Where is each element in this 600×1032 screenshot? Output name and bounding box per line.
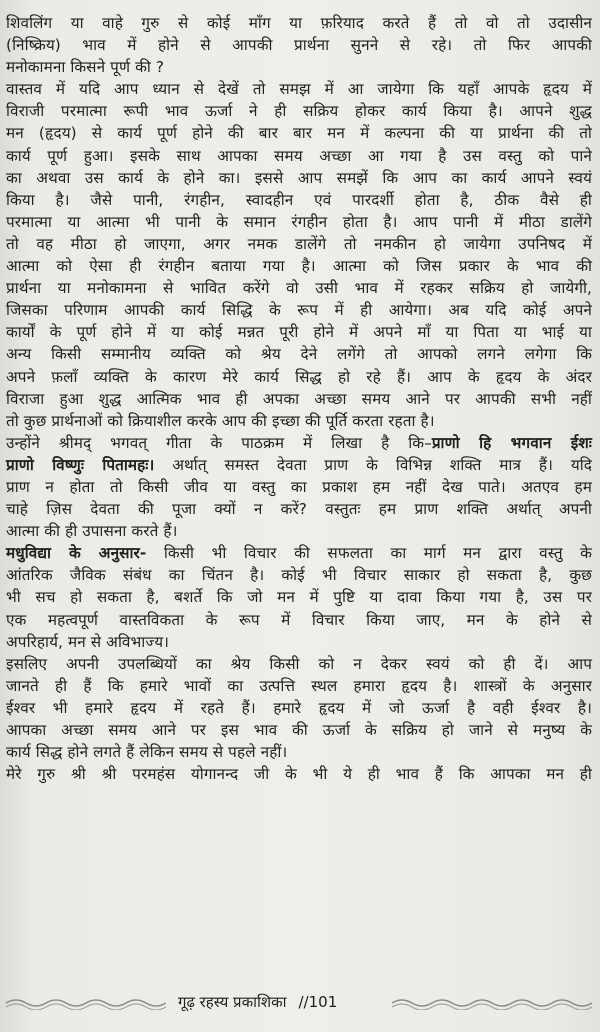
text-line: शिवलिंग या वाहे गुरु से कोई माँग या फ़रियाद करते हैं तो वो तो उदासीन: [6, 14, 592, 32]
text-line: (निष्क्रिय) भाव में होने से आपकी प्रार्थना सुनने से रहे। तो फिर आपकी: [6, 36, 592, 55]
text-line: भी सच हो सकता है, बशर्ते कि जो मन में पुष्टि या दावा किया गया है, उस पर: [6, 588, 592, 607]
text-line: तो कुछ प्रार्थनाओं को क्रियाशील करके आप की इच्छा की पूर्ति करता रहता है।: [6, 411, 435, 430]
paragraph-6: [6, 763, 592, 785]
section-lead: मधुविद्या के अनुसार-: [6, 544, 147, 563]
text-line: आत्मा को ऐसा ही रंगहीन बताया गया है। आत्मा को जिस प्रकार के भाव की: [6, 257, 592, 276]
page-number: 101: [308, 993, 338, 1011]
text-line: [6, 454, 592, 476]
quote-intro: उन्होंने श्रीमद् भगवत् गीता के पाठक्रम में लिखा है कि–: [6, 433, 432, 452]
text-line: आपका अच्छा समय आने पर इस भाव की ऊर्जा के सक्रिय हो जाने से मनुष्य के: [6, 721, 592, 739]
paragraph-1: [6, 12, 592, 78]
text-line: प्राण न होता तो किसी जीव या वस्तु का प्रकाश हम नहीं देख पाते। अतएव हम: [6, 477, 592, 496]
text-line: कार्य पूर्ण हुआ। इसके साथ आपका समय अच्छा आ गया है उस वस्तु को पाने: [6, 146, 592, 165]
sanskrit-quote-part-1: प्राणो हि भगवान ईशः: [431, 433, 593, 452]
text-line: का अथवा उस कार्य के होने का। इससे आप समझें कि आप का कार्य आपने स्वयं: [6, 168, 592, 187]
text-line: इसलिए अपनी उपलब्धियों का श्रेय किसी को न देकर स्वयं को ही दें। आप: [6, 654, 592, 673]
text-line: किया है। जैसे पानी, रंगहीन, स्वादहीन एवं पारदर्शी होता है, ठीक वैसे ही: [6, 190, 592, 209]
paragraph-2: [6, 78, 592, 432]
body-text: [6, 12, 592, 785]
text-line: चाहे ज़िस देवता की पूजा क्यों न करें? वस्तुतः हम प्राण शक्ति अर्थात् अपनी: [6, 500, 592, 519]
text-line: कार्य सिद्ध होने लगते हैं लेकिन समय से पहले नहीं।: [6, 743, 288, 762]
text-line: मन (हृदय) से कार्य पूर्ण होने की बार बार मन में कल्पना की या प्रार्थना की तो: [6, 124, 592, 143]
text-line: [6, 432, 592, 454]
text-line: अन्य किसी सम्मानीय व्यक्ति को श्रेय देने लगेंगे तो आपको लगने लगेगा कि: [6, 345, 592, 364]
paragraph-5: [6, 653, 592, 763]
sanskrit-quote-part-2: प्राणो विष्णुः पितामहः।: [6, 455, 155, 474]
page-footer: [0, 990, 600, 1020]
paragraph-4: [6, 542, 592, 652]
text-line: अपने फ़लाँ व्यक्ति के कारण मेरे कार्य सिद्ध हो रहे हैं। आप के हृदय के अंदर: [6, 367, 592, 386]
text-line: परमात्मा या आत्मा भी पानी के समान रंगहीन होता है। आप पानी में मीठा डालेंगे: [6, 212, 592, 231]
text-line: विराजी परमात्मा रूपी भाव ऊर्जा ने ही सक्रिय होकर कार्य किया है। आपने शुद्ध: [6, 102, 592, 121]
text-line: मनोकामना किसने पूर्ण की ?: [6, 58, 165, 77]
text-line: एक महत्वपूर्ण वास्तविकता के रूप में विचार किया जाए, मन के होने से: [6, 610, 592, 629]
text-line: आंतरिक जैविक संबंध का चिंतन है। कोई भी विचार साकार हो सकता है, कुछ: [6, 566, 592, 585]
quote-explanation: अर्थात् समस्त देवता प्राण के विभिन्न शक्ति मात्र हैं। यदि: [154, 455, 592, 474]
text-line: जानते ही हैं कि हमारे भावों का उत्पत्ति स्थल हमारा हृदय है। शास्त्रों के अनुसार: [6, 676, 592, 695]
text-line: विराजा हुआ शुद्ध आत्मिक भाव ही अपका अच्छा समय आने पर आपकी सभी नहीं: [6, 389, 592, 408]
text-line: कार्यों के पूर्ण होने में या कोई मन्नत पूरी होने में अपने माँ या पिता या भाई या: [6, 323, 592, 342]
text-line: ईश्वर भी हमारे हृदय में रहते हैं। हमारे हृदय में जो ऊर्जा है वही ईश्वर है।: [6, 698, 592, 717]
text-line: जिसका परिणाम आपकी कार्य सिद्धि के रूप में ही आयेगा। अब यदि कोई अपने: [6, 301, 592, 320]
text-line: [6, 542, 592, 564]
text-line: तो वह मीठा हो जाएगा, अगर नमक डालेंगे तो नमकीन हो जायेगा उपनिषद में: [6, 234, 592, 253]
book-title: गूढ़ रहस्य प्रकाशिका: [178, 993, 287, 1011]
text-line: आत्मा की ही उपासना करते हैं।: [6, 522, 178, 541]
paragraph-3: [6, 432, 592, 542]
footer-separator: //: [298, 993, 309, 1011]
lead-continuation: किसी भी विचार की सफलता का मार्ग मन द्वारा वस्तु के: [146, 544, 592, 563]
decorative-wave-right-icon: [392, 996, 592, 1010]
footer-title-line: [178, 992, 337, 1012]
text-line: प्रार्थना या मनोकामना से भावित करेंगे वो उसी भाव में रहकर सक्रिय हो जायेगी,: [6, 279, 592, 298]
text-line: वास्तव में यदि आप ध्यान से देखें तो समझ में आ जायेगा कि यहाँ आपके हृदय में: [6, 80, 592, 99]
text-line: मेरे गुरु श्री श्री परमहंस योगानन्द जी के भी ये ही भाव हैं कि आपका मन ही: [6, 765, 592, 784]
decorative-wave-left-icon: [6, 996, 166, 1010]
text-line: अपरिहार्य, मन से अविभाज्य।: [6, 632, 170, 651]
